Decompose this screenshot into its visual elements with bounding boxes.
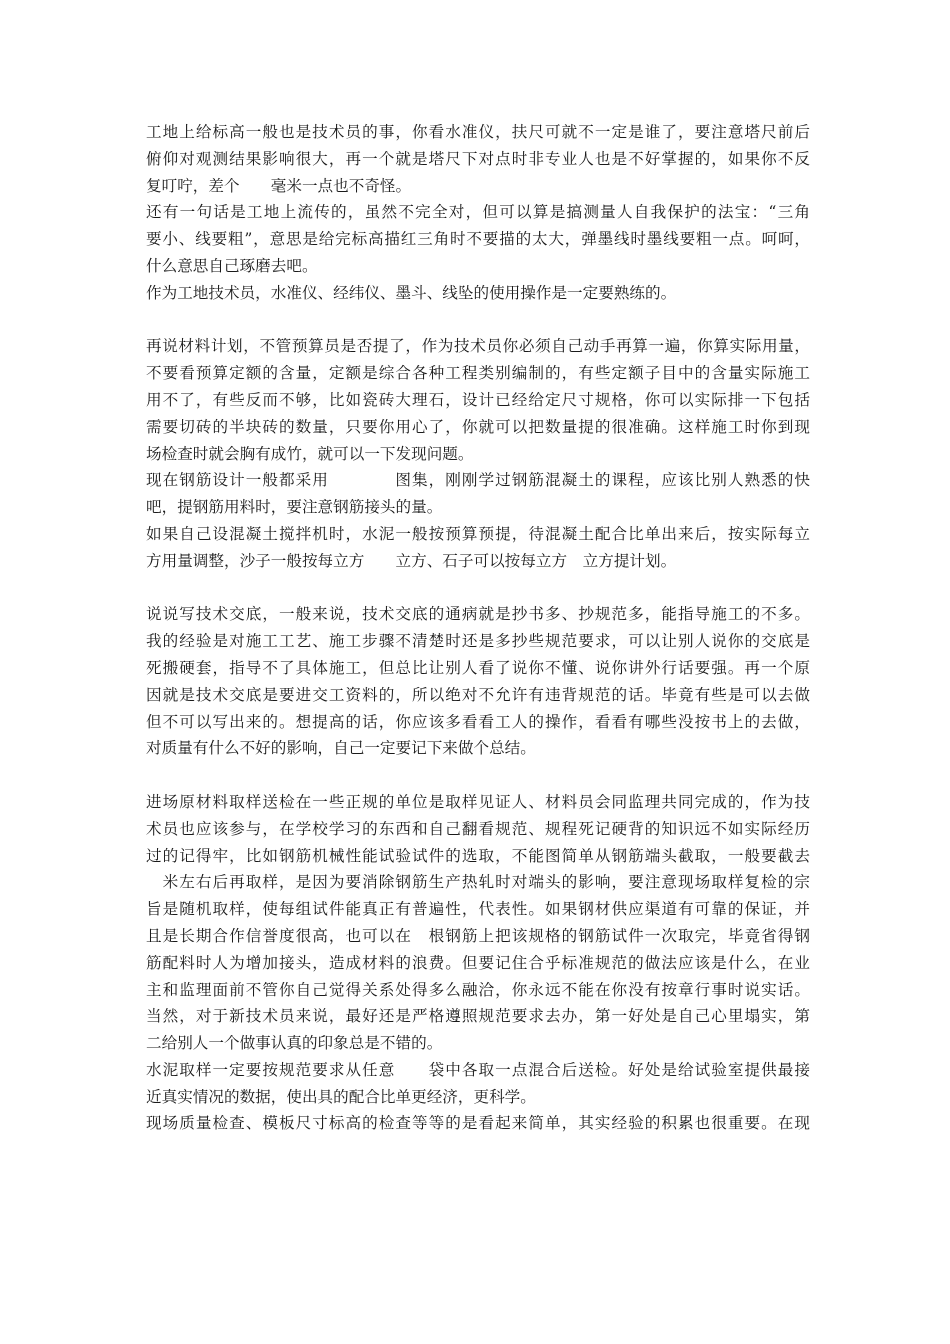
text-line: 术员也应该参与，在学校学习的东西和自己翻看规范、规程死记硬背的知识远不如实际经历 xyxy=(146,819,810,838)
text-line: 对质量有什么不好的影响，自己一定要记下来做个总结。 xyxy=(146,739,536,758)
text-line: 现场质量检查、模板尺寸标高的检查等等的是看起来简单，其实经验的积累也很重要。在现 xyxy=(146,1114,810,1133)
document-body xyxy=(146,119,810,1137)
text-line: 俯仰对观测结果影响很大，再一个就是塔尺下对点时非专业人也是不好掌握的，如果你不反 xyxy=(146,149,810,168)
text-line: 用不了，有些反而不够，比如瓷砖大理石，设计已经给定尺寸规格，你可以实际排一下包括 xyxy=(146,390,810,409)
text-line: 不要看预算定额的含量，定额是综合各种工程类别编制的，有些定额子目中的含量实际施工 xyxy=(146,364,810,383)
paragraph xyxy=(146,467,810,521)
text-line: 且是长期合作信誉度很高，也可以在 根钢筋上把该规格的钢筋试件一次取完，毕竟省得钢 xyxy=(146,926,810,945)
text-line: 要小、线要粗”，意思是给完标高描红三角时不要描的太大，弹墨线时墨线要粗一点。呵呵， xyxy=(146,230,810,249)
text-line: 复叮咛，差个 毫米一点也不奇怪。 xyxy=(146,176,412,195)
text-line: 说说写技术交底，一般来说，技术交底的通病就是抄书多、抄规范多，能指导施工的不多。 xyxy=(146,605,810,624)
paragraph-gap xyxy=(146,307,810,334)
paragraph-gap xyxy=(146,762,810,789)
text-line: 水泥取样一定要按规范要求从任意 袋中各取一点混合后送检。好处是给试验室提供最接 xyxy=(146,1060,810,1079)
text-line: 米左右后再取样，是因为要消除钢筋生产热轧时对端头的影响，要注意现场取样复检的宗 xyxy=(146,873,810,892)
text-line: 过的记得牢，比如钢筋机械性能试验试件的选取，不能图简单从钢筋端头截取，一般要截去 xyxy=(146,846,810,865)
text-line: 什么意思自己琢磨去吧。 xyxy=(146,256,318,275)
text-line: 二给别人一个做事认真的印象总是不错的。 xyxy=(146,1034,443,1053)
paragraph xyxy=(146,521,810,575)
text-line: 再说材料计划，不管预算员是否提了，作为技术员你必须自己动手再算一遍，你算实际用量， xyxy=(146,337,810,356)
paragraph xyxy=(146,601,810,762)
paragraph-gap xyxy=(146,575,810,602)
text-line: 现在钢筋设计一般都采用 图集，刚刚学过钢筋混凝土的课程，应该比别人熟悉的快 xyxy=(146,471,810,490)
text-line: 需要切砖的半块砖的数量，只要你用心了，你就可以把数量提的很准确。这样施工时你到现 xyxy=(146,417,810,436)
text-line: 当然，对于新技术员来说，最好还是严格遵照规范要求去办，第一好处是自己心里塌实，第 xyxy=(146,1007,810,1026)
text-line: 筋配料时人为增加接头，造成材料的浪费。但要记住合乎标准规范的做法应该是什么，在业 xyxy=(146,953,810,972)
text-line: 如果自己设混凝土搅拌机时，水泥一般按预算预提，待混凝土配合比单出来后，按实际每立 xyxy=(146,524,810,543)
text-line: 场检查时就会胸有成竹，就可以一下发现问题。 xyxy=(146,444,474,463)
paragraph xyxy=(146,789,810,1057)
text-line: 作为工地技术员，水准仪、经纬仪、墨斗、线坠的使用操作是一定要熟练的。 xyxy=(146,283,677,302)
text-line: 死搬硬套，指导不了具体施工，但总比让别人看了说你不懂、说你讲外行话要强。再一个原 xyxy=(146,658,810,677)
paragraph xyxy=(146,333,810,467)
text-line: 主和监理面前不管你自己觉得关系处得多么融洽，你永远不能在你没有按章行事时说实话。 xyxy=(146,980,810,999)
paragraph xyxy=(146,1057,810,1111)
text-line: 旨是随机取样，使每组试件能真正有普遍性，代表性。如果钢材供应渠道有可靠的保证，并 xyxy=(146,900,810,919)
text-line: 方用量调整，沙子一般按每立方 立方、石子可以按每立方 立方提计划。 xyxy=(146,551,677,570)
text-line: 工地上给标高一般也是技术员的事，你看水准仪，扶尺可就不一定是谁了，要注意塔尺前后 xyxy=(146,123,810,141)
paragraph xyxy=(146,199,810,279)
paragraph xyxy=(146,119,810,199)
text-line: 但不可以写出来的。想提高的话，你应该多看看工人的操作，看看有哪些没按书上的去做， xyxy=(146,712,810,731)
text-line: 因就是技术交底是要进交工资料的，所以绝对不允许有违背规范的话。毕竟有些是可以去做 xyxy=(146,685,810,704)
paragraph xyxy=(146,280,810,307)
text-line: 我的经验是对施工工艺、施工步骤不清楚时还是多抄些规范要求，可以让别人说你的交底是 xyxy=(146,632,810,651)
text-line: 吧，提钢筋用料时，要注意钢筋接头的量。 xyxy=(146,498,443,517)
text-line: 还有一句话是工地上流传的，虽然不完全对，但可以算是搞测量人自我保护的法宝：“三角 xyxy=(146,203,810,222)
paragraph xyxy=(146,1110,810,1137)
text-line: 进场原材料取样送检在一些正规的单位是取样见证人、材料员会同监理共同完成的，作为技 xyxy=(146,792,810,811)
text-line: 近真实情况的数据，使出具的配合比单更经济，更科学。 xyxy=(146,1087,536,1106)
